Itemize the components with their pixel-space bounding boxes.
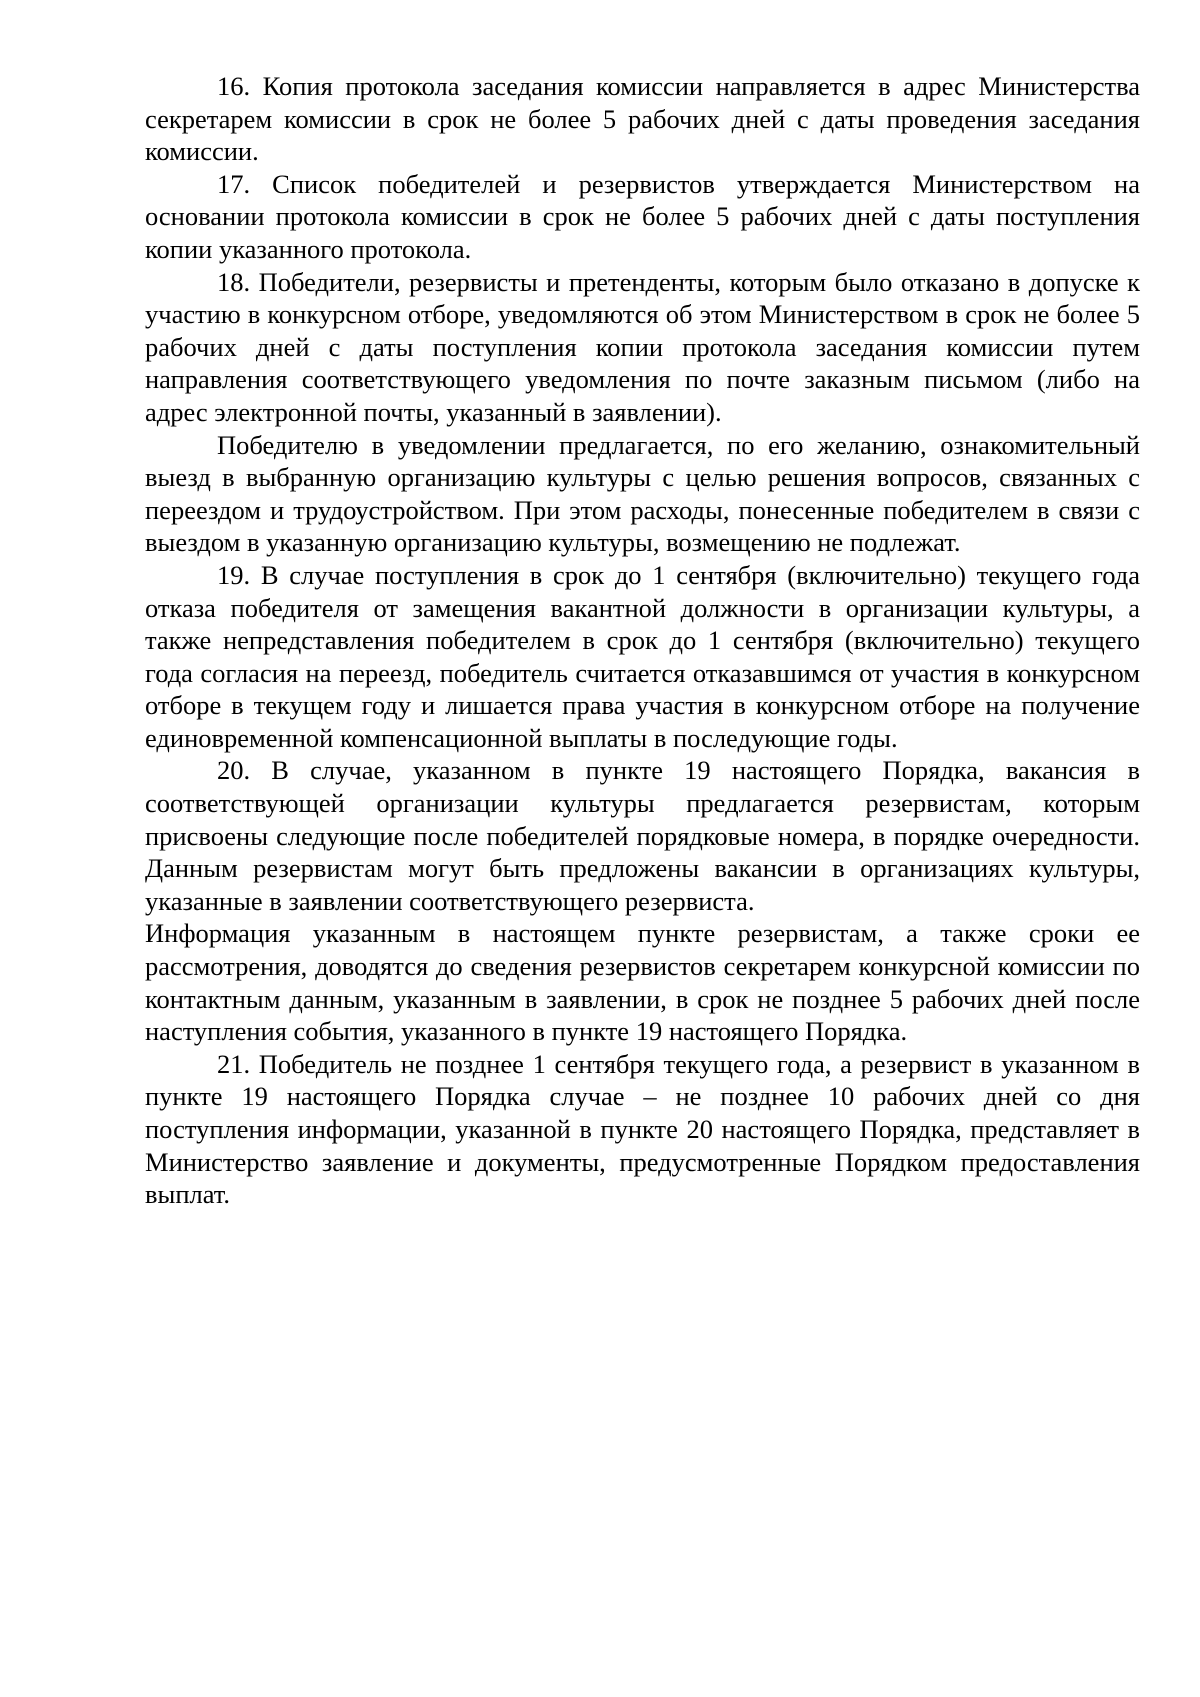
paragraph-20-continuation: Информация указанным в настоящем пункте резервистам, а также сроки ее рассмотрения, доводятся до сведения резервистов секретарем конкурсной комиссии по контактным данным, указанным в заявлении, в срок не позднее 5 рабочих дней после наступления события, указанного в пункте 19 настоящего Порядка. [145,918,1140,1047]
paragraph-16: 16. Копия протокола заседания комиссии направляется в адрес Министерства секретарем комиссии в срок не более 5 рабочих дней с даты проведения заседания комиссии. [145,71,1140,167]
paragraph-18-continuation: Победителю в уведомлении предлагается, по его желанию, ознакомительный выезд в выбранную организацию культуры с целью решения вопросов, связанных с переездом и трудоустройством. При этом расходы, понесенные победителем в связи с выездом в указанную организацию культуры, возмещению не подлежат. [145,429,1140,558]
document-body [145,70,1140,1211]
paragraph-21: 21. Победитель не позднее 1 сентября текущего года, а резервист в указанном в пункте 19 настоящего Порядка случае – не позднее 10 рабочих дней со дня поступления информации, указанной в пункте 20 настоящего Порядка, представляет в Министерство заявление и документы, предусмотренные Порядком предоставления выплат. [145,1048,1140,1210]
paragraph-19: 19. В случае поступления в срок до 1 сентября (включительно) текущего года отказа победителя от замещения вакантной должности в организации культуры, а также непредставления победителем в срок до 1 сентября (включительно) текущего года согласия на переезд, победитель считается отказавшимся от участия в конкурсном отборе в текущем году и лишается права участия в конкурсном отборе на получение единовременной компенсационной выплаты в последующие годы. [145,559,1140,753]
paragraph-17: 17. Список победителей и резервистов утверждается Министерством на основании протокола комиссии в срок не более 5 рабочих дней с даты поступления копии указанного протокола. [145,168,1140,264]
paragraph-18: 18. Победители, резервисты и претенденты, которым было отказано в допуске к участию в конкурсном отборе, уведомляются об этом Министерством в срок не более 5 рабочих дней с даты поступления копии протокола заседания комиссии путем направления соответствующего уведомления по почте заказным письмом (либо на адрес электронной почты, указанный в заявлении). [145,266,1140,427]
paragraph-20: 20. В случае, указанном в пункте 19 настоящего Порядка, вакансия в соответствующей организации культуры предлагается резервистам, которым присвоены следующие после победителей порядковые номера, в порядке очередности. Данным резервистам могут быть предложены вакансии в организациях культуры, указанные в заявлении соответствующего резервиста. [145,755,1140,916]
